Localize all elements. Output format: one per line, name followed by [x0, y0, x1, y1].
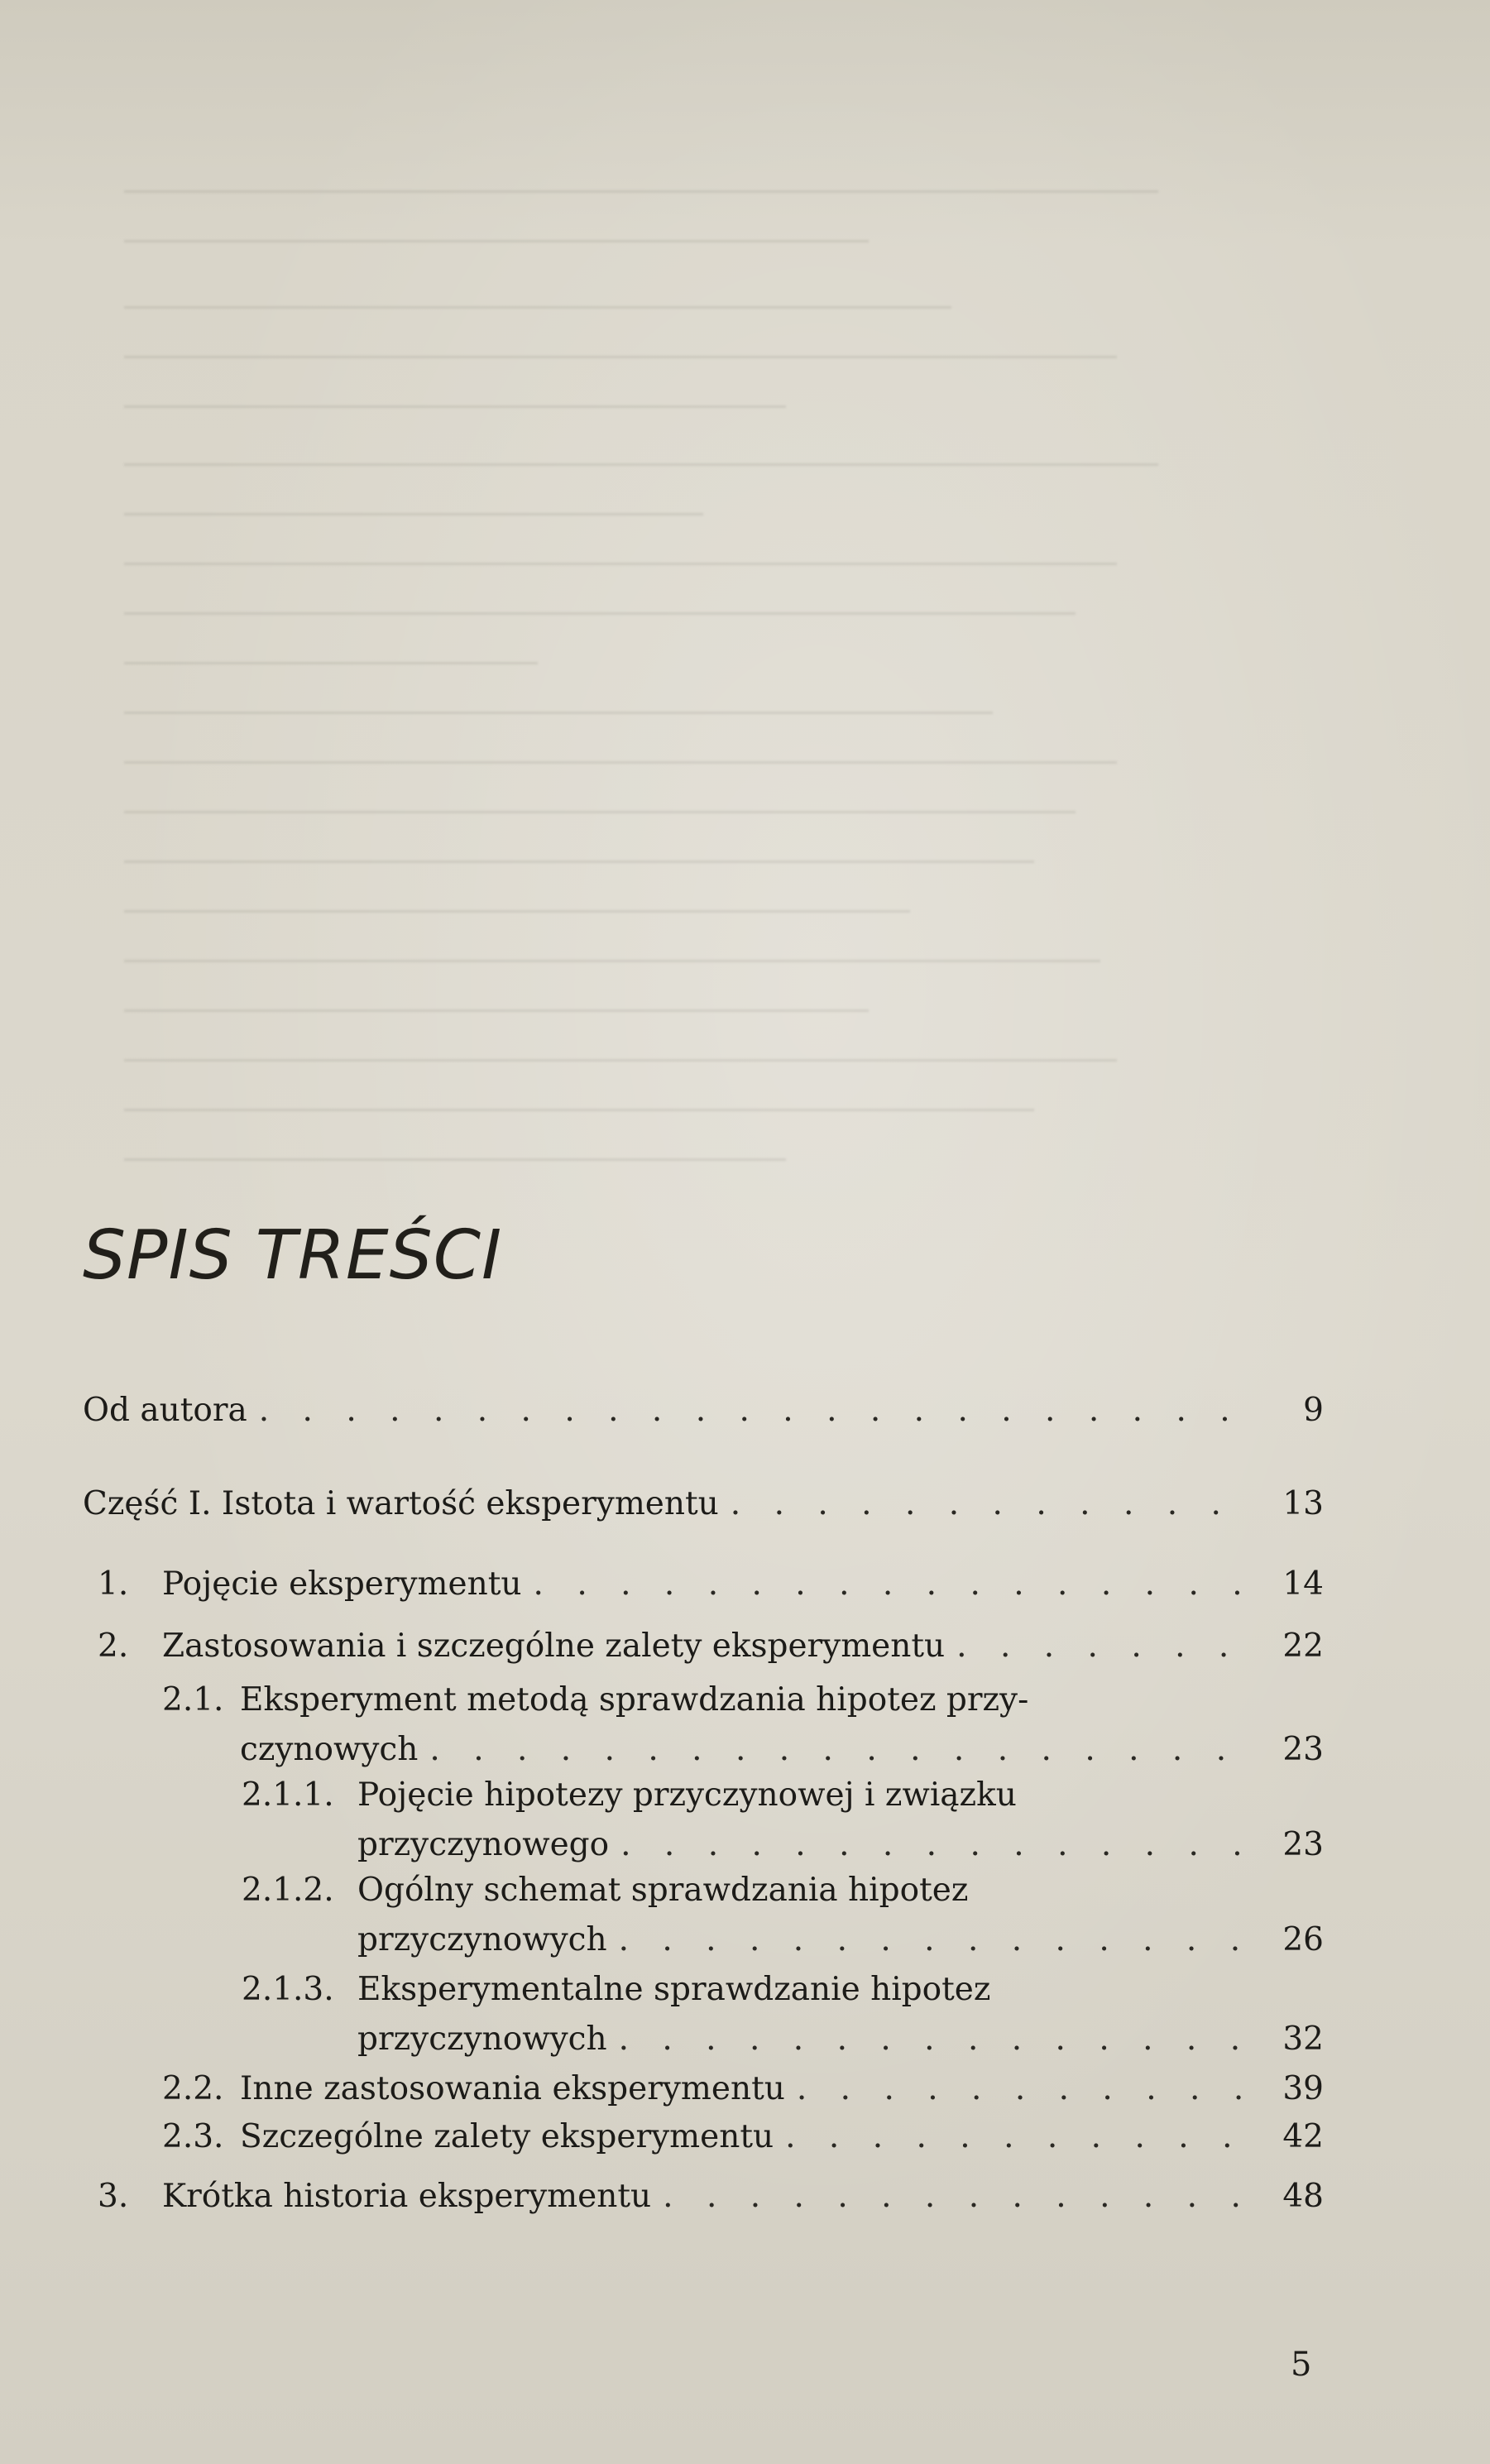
- leader-dots: [534, 1560, 1249, 1609]
- toc-entry-number: 2.: [98, 1627, 129, 1665]
- toc-entry-label: Część I. Istota i wartość eksperymentu: [83, 1485, 719, 1522]
- toc-entry-page: 9: [1303, 1392, 1324, 1429]
- toc-entry: [162, 2064, 1324, 2114]
- toc-entry-number: 2.1.2.: [242, 1872, 334, 1909]
- leader-dots: [259, 1386, 1249, 1436]
- leader-dots: [619, 2015, 1249, 2064]
- toc-entry-number: 2.2.: [162, 2070, 224, 2107]
- toc-entry-label-cont: przyczynowego: [357, 1826, 610, 1863]
- toc-entry-label: Ogólny schemat sprawdzania hipotez: [357, 1872, 969, 1909]
- leader-dots: [731, 1479, 1249, 1529]
- leader-dots: [619, 1915, 1249, 1965]
- toc-entry-page: 48: [1282, 2178, 1324, 2215]
- page-title: SPIS TREŚCI: [83, 1216, 503, 1295]
- toc-entry: [242, 1965, 1324, 2064]
- toc-entry-page: 23: [1282, 1731, 1324, 1768]
- toc-entry: [83, 1479, 1324, 1529]
- toc-entry: [98, 2172, 1324, 2222]
- toc-entry: [98, 1560, 1324, 1609]
- toc-entry-label: Szczególne zalety eksperymentu: [240, 2118, 774, 2155]
- leader-dots: [620, 1820, 1249, 1870]
- toc-entry-label: Inne zastosowania eksperymentu: [240, 2070, 785, 2107]
- toc-entry-label: Pojęcie hipotezy przyczynowej i związku: [357, 1776, 1017, 1814]
- toc-entry-label: Krótka historia eksperymentu: [162, 2178, 652, 2215]
- toc-entry: [242, 1866, 1324, 1965]
- toc-entry-number: 3.: [98, 2178, 129, 2215]
- leader-dots: [785, 2112, 1249, 2162]
- toc-entry: [162, 2112, 1324, 2162]
- toc-entry-page: 23: [1282, 1826, 1324, 1863]
- toc-entry-page: 42: [1282, 2118, 1324, 2155]
- leader-dots: [663, 2172, 1249, 2222]
- toc-entry-page: 32: [1282, 2021, 1324, 2058]
- toc-entry-number: 2.1.: [162, 1681, 224, 1719]
- show-through-text: [124, 165, 1365, 1241]
- toc-entry-label: Eksperyment metodą sprawdzania hipotez przy-: [240, 1681, 1029, 1719]
- toc-entry-label: Od autora: [83, 1392, 247, 1429]
- toc-entry-page: 14: [1282, 1565, 1324, 1603]
- leader-dots: [956, 1622, 1249, 1671]
- toc-entry-label-cont: czynowych: [240, 1731, 419, 1768]
- toc-entry-label: Zastosowania i szczególne zalety eksperymentu: [162, 1627, 946, 1665]
- toc-entry-page: 39: [1282, 2070, 1324, 2107]
- toc-entry-label-cont: przyczynowych: [357, 1921, 607, 1958]
- toc-entry-label-cont: przyczynowych: [357, 2021, 607, 2058]
- toc-entry: [98, 1622, 1324, 1671]
- toc-entry: [162, 1675, 1324, 1775]
- leader-dots: [797, 2064, 1249, 2114]
- toc-entry-label: Pojęcie eksperymentu: [162, 1565, 522, 1603]
- toc-entry-page: 13: [1282, 1485, 1324, 1522]
- toc-entry-number: 2.1.1.: [242, 1776, 334, 1814]
- toc-entry-number: 2.3.: [162, 2118, 224, 2155]
- toc-entry: [242, 1771, 1324, 1870]
- toc-entry-page: 26: [1282, 1921, 1324, 1958]
- toc-entry-page: 22: [1282, 1627, 1324, 1665]
- toc-entry: [83, 1386, 1324, 1436]
- leader-dots: [429, 1725, 1249, 1775]
- toc-entry-number: 2.1.3.: [242, 1971, 334, 2008]
- page-number: 5: [1291, 2346, 1312, 2384]
- toc-entry-label: Eksperymentalne sprawdzanie hipotez: [357, 1971, 991, 2008]
- toc-entry-number: 1.: [98, 1565, 129, 1603]
